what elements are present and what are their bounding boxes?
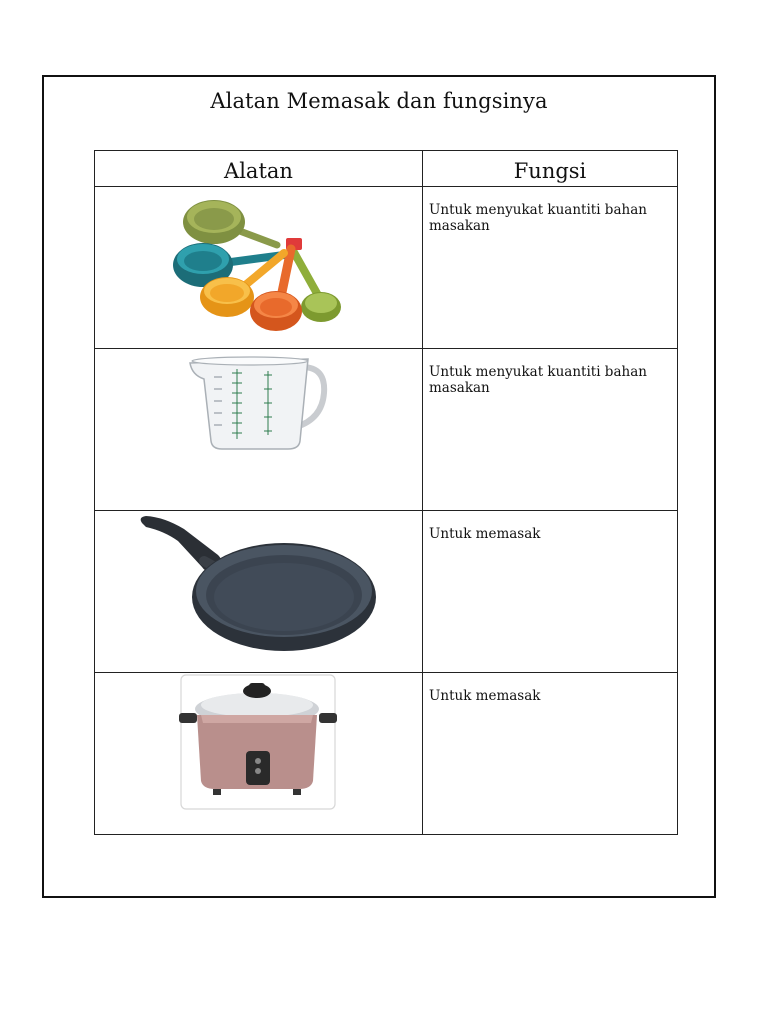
header-function: Fungsi xyxy=(423,151,678,187)
function-text: Untuk menyukat kuantiti bahan masakan xyxy=(423,187,678,349)
table-row xyxy=(95,673,678,835)
function-text: Untuk memasak xyxy=(423,511,678,673)
table-row xyxy=(95,511,678,673)
table-header-row xyxy=(95,151,678,187)
tool-image-cell xyxy=(95,673,423,835)
tool-image-cell xyxy=(95,511,423,673)
measuring-cups-icon xyxy=(169,187,349,335)
table-row xyxy=(95,187,678,349)
function-text: Untuk memasak xyxy=(423,673,678,835)
measuring-jug-icon xyxy=(184,349,334,459)
header-tool: Alatan xyxy=(95,151,423,187)
page-title: Alatan Memasak dan fungsinya xyxy=(210,89,548,113)
tool-image-cell xyxy=(95,349,423,511)
tool-image-cell xyxy=(95,187,423,349)
tools-table xyxy=(94,150,678,835)
function-text: Untuk menyukat kuantiti bahan masakan xyxy=(423,349,678,511)
content-frame xyxy=(42,75,716,898)
table-row xyxy=(95,349,678,511)
rice-cooker-icon xyxy=(179,673,339,813)
frying-pan-icon xyxy=(134,511,384,656)
